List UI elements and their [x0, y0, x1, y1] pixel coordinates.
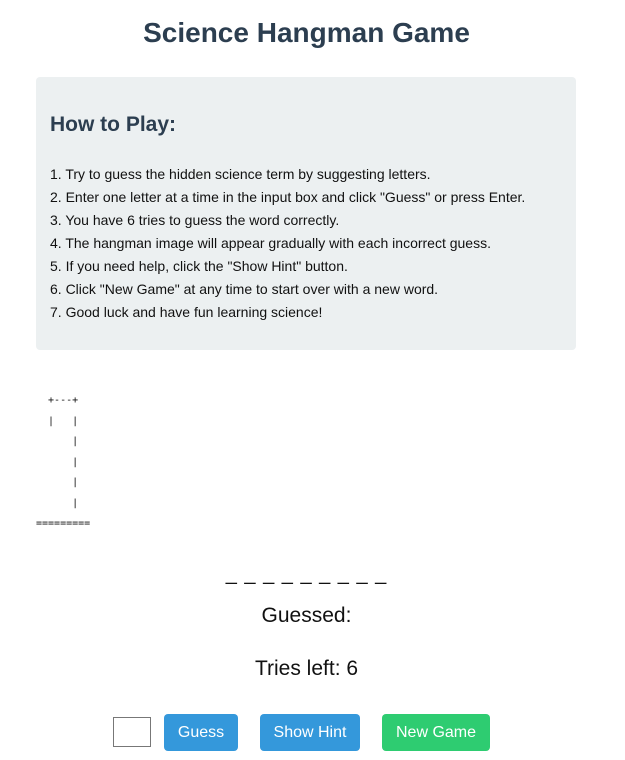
instruction-item: 4. The hangman image will appear gradually with each incorrect guess.	[50, 235, 491, 251]
guessed-letters: Guessed:	[261, 604, 352, 627]
instruction-item: 2. Enter one letter at a time in the input box and click "Guess" or press Enter.	[50, 189, 526, 205]
page-title: Science Hangman Game	[143, 17, 470, 48]
instructions-heading: How to Play:	[50, 113, 177, 136]
instruction-item: 5. If you need help, click the "Show Hint" button.	[50, 258, 348, 274]
hangman-drawing: +---+ | | | | | | =========	[36, 395, 91, 529]
new-game-button[interactable]: New Game	[382, 714, 490, 751]
guess-button[interactable]: Guess	[164, 714, 238, 751]
instruction-item: 7. Good luck and have fun learning science!	[50, 304, 323, 320]
tries-left: Tries left: 6	[254, 657, 359, 680]
instruction-item: 3. You have 6 tries to guess the word correctly.	[50, 212, 340, 228]
instructions-list	[50, 163, 525, 324]
instruction-item: 1. Try to guess the hidden science term by suggesting letters.	[50, 166, 431, 182]
instructions-panel	[36, 77, 576, 350]
letter-input[interactable]	[113, 717, 151, 747]
instruction-item: 6. Click "New Game" at any time to start over with a new word.	[50, 281, 439, 297]
word-display: _ _ _ _ _ _ _ _ _	[225, 563, 388, 585]
show-hint-button[interactable]: Show Hint	[260, 714, 360, 751]
